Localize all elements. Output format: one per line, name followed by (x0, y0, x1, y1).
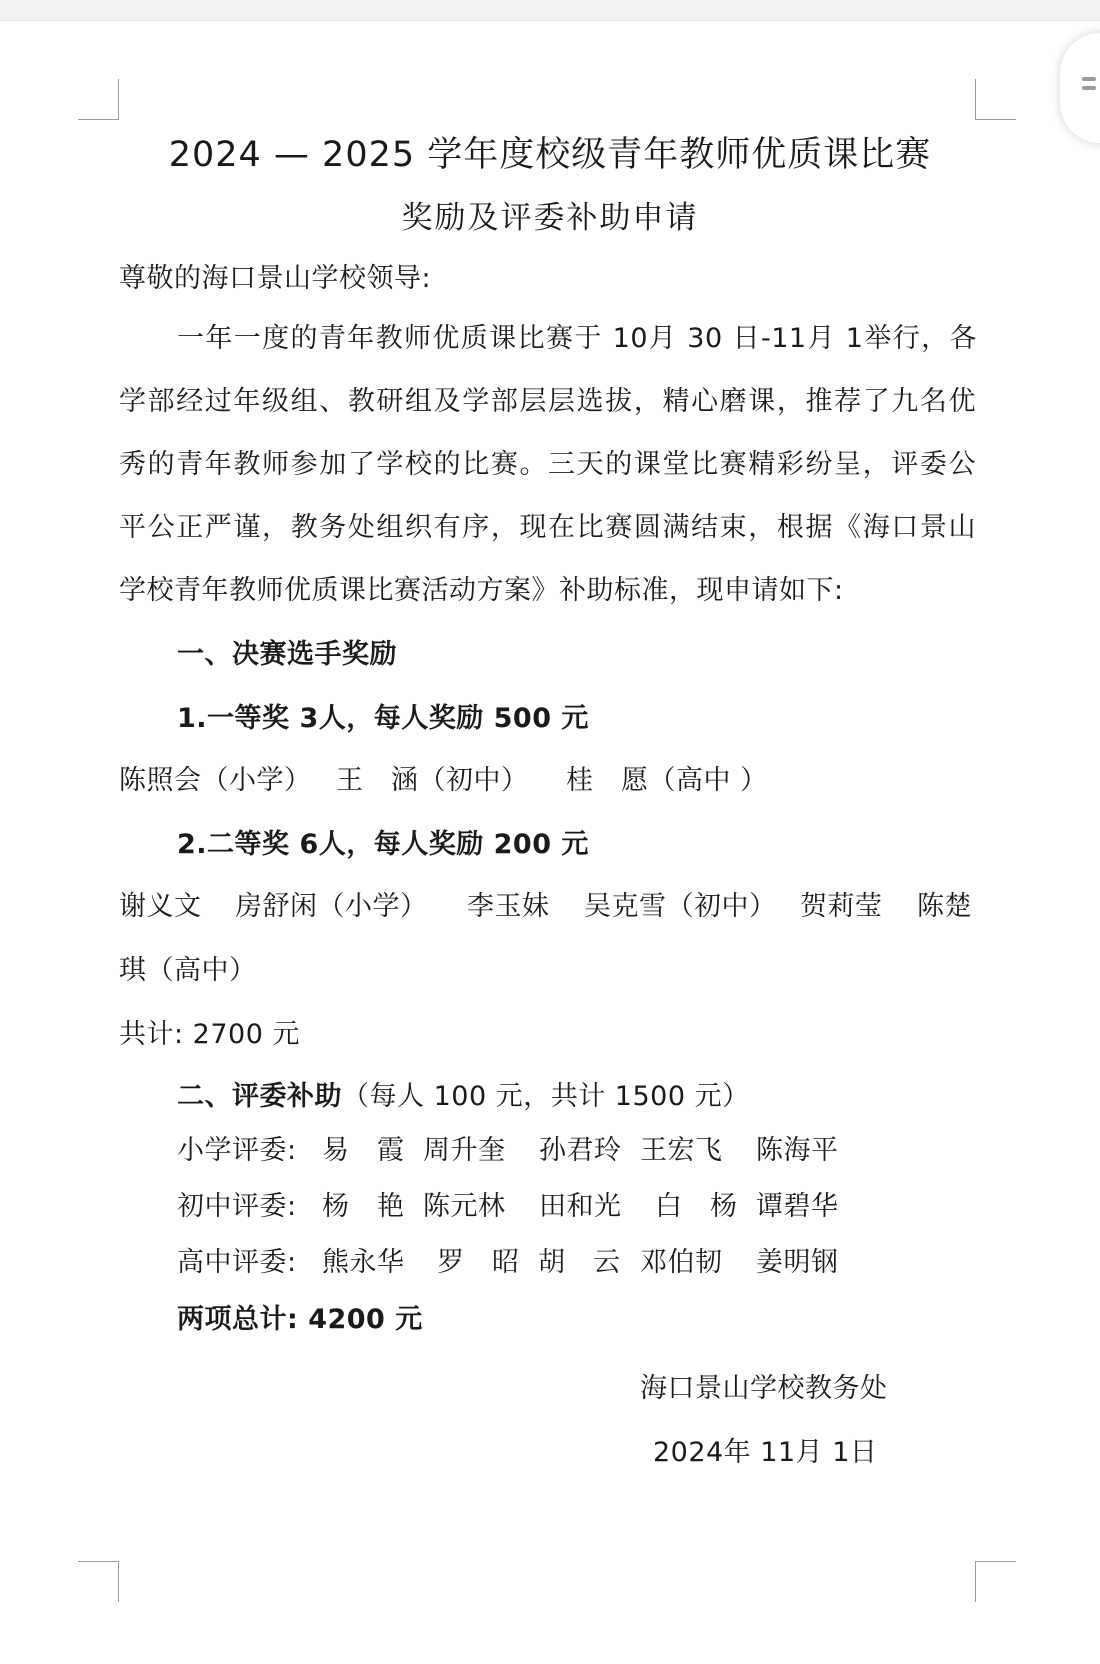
judge-name: 孙君玲 (539, 1135, 622, 1166)
second-prize-name: 谢义文 (119, 891, 202, 922)
judge-group-label: 初中评委: (177, 1191, 297, 1222)
second-prize-name: 陈楚 (917, 891, 972, 922)
second-prize-name: 李玉妹 (467, 891, 550, 922)
judge-name: 姜明钢 (756, 1247, 839, 1278)
menu-icon (1082, 77, 1096, 97)
judge-group-label: 高中评委: (177, 1247, 297, 1278)
crop-mark-bottom-right (975, 1561, 1016, 1602)
judge-name: 易 霞 (322, 1135, 405, 1166)
second-prize-name: 贺莉莹 (800, 891, 883, 922)
judge-name: 白 杨 (655, 1191, 738, 1222)
judge-name: 谭碧华 (756, 1191, 839, 1222)
body-line-2: 学部经过年级组、教研组及学部层层选拔，精心磨课，推荐了九名优 (119, 386, 976, 417)
body-line-3: 秀的青年教师参加了学校的比赛。三天的课堂比赛精彩纷呈，评委公 (119, 449, 976, 480)
second-prize-heading: 2.二等奖 6人，每人奖励 200 元 (177, 829, 589, 860)
document-subtitle: 奖励及评委补助申请 (401, 200, 699, 236)
crop-mark-bottom-left (78, 1561, 119, 1602)
first-prize-name: 桂 愿（高中 ） (566, 765, 768, 796)
judge-name: 周升奎 (423, 1135, 506, 1166)
crop-mark-top-right (975, 79, 1016, 120)
section1-heading: 一、决赛选手奖励 (177, 639, 397, 670)
body-line-4: 平公正严谨，教务处组织有序，现在比赛圆满结束，根据《海口景山 (119, 512, 976, 543)
first-prize-heading: 1.一等奖 3人，每人奖励 500 元 (177, 703, 589, 734)
judge-name: 王宏飞 (640, 1135, 723, 1166)
judge-name: 熊永华 (322, 1247, 405, 1278)
judge-name: 杨 艳 (322, 1191, 405, 1222)
second-prize-name: 琪（高中） (119, 955, 257, 986)
section2-heading-line (177, 1079, 750, 1115)
salutation: 尊敬的海口景山学校领导: (119, 263, 432, 294)
judge-name: 邓伯韧 (640, 1247, 723, 1278)
judge-name: 胡 云 (538, 1247, 621, 1278)
document-page (0, 21, 1100, 1664)
crop-mark-top-left (78, 79, 119, 120)
judge-group-label: 小学评委: (177, 1135, 297, 1166)
body-line-1: 一年一度的青年教师优质课比赛于 10月 30 日-11月 1举行，各 (177, 323, 977, 354)
first-prize-name: 王 涵（初中） (336, 765, 529, 796)
section1-subtotal: 共计: 2700 元 (119, 1019, 300, 1050)
judge-name: 罗 昭 (437, 1247, 520, 1278)
second-prize-name: 吴克雪（初中） (584, 891, 777, 922)
grand-total: 两项总计: 4200 元 (177, 1304, 423, 1335)
signature-org: 海口景山学校教务处 (640, 1373, 888, 1404)
judge-name: 田和光 (539, 1191, 622, 1222)
judge-name: 陈海平 (756, 1135, 839, 1166)
signature-date: 2024年 11月 1日 (653, 1437, 878, 1468)
document-title: 2024 — 2025 学年度校级青年教师优质课比赛 (168, 135, 932, 175)
first-prize-name: 陈照会（小学） (119, 765, 312, 796)
section2-heading: 二、评委补助 (177, 1081, 342, 1112)
second-prize-name: 房舒闲（小学） (235, 891, 428, 922)
section2-heading-note: （每人 100 元，共计 1500 元） (342, 1081, 750, 1112)
body-line-5: 学校青年教师优质课比赛活动方案》补助标准，现申请如下: (119, 575, 844, 606)
judge-name: 陈元林 (423, 1191, 506, 1222)
